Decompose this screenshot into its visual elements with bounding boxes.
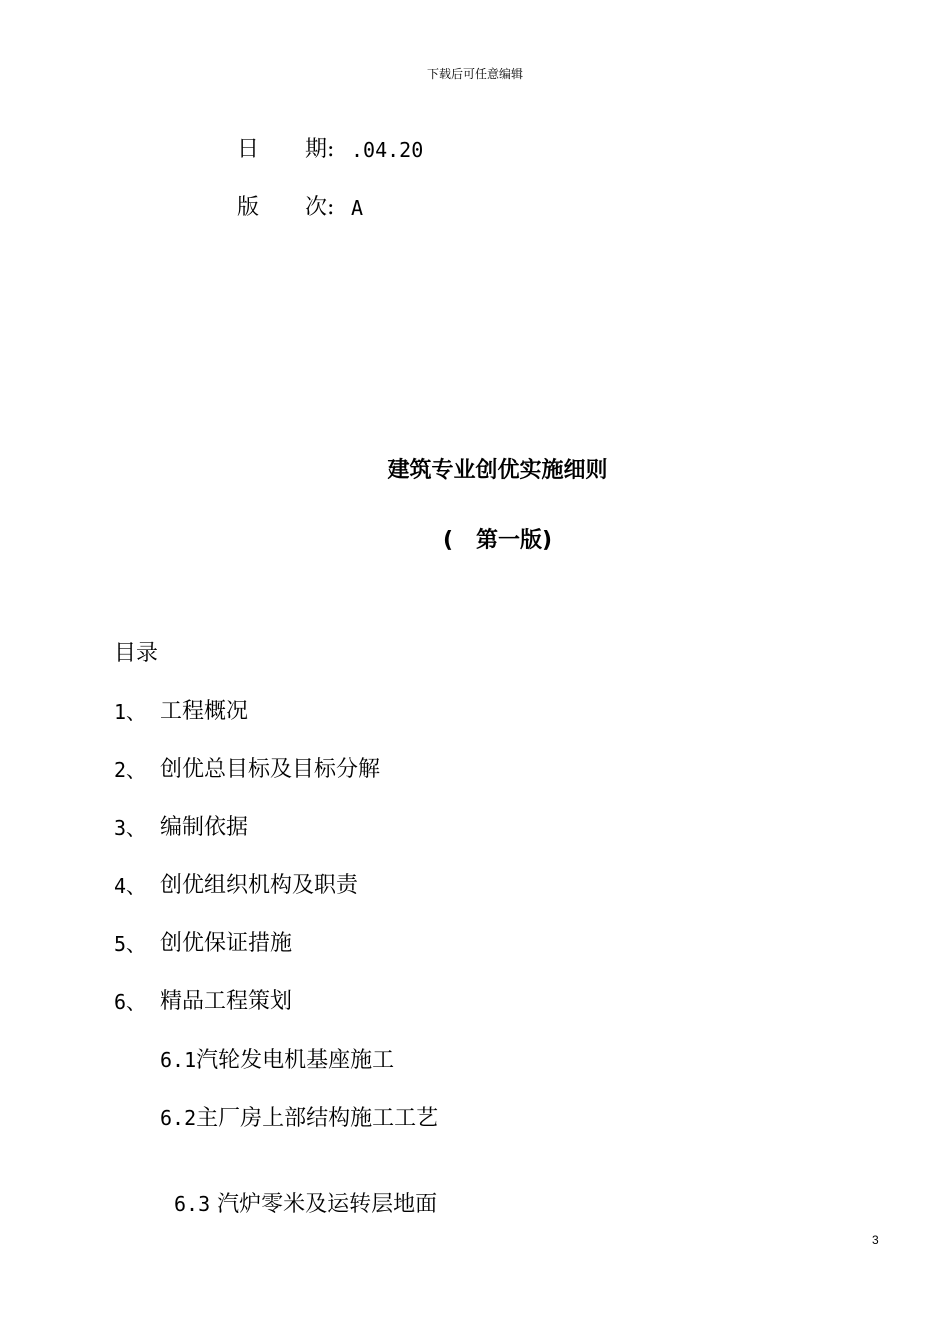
toc-heading: 目录 — [114, 641, 159, 666]
toc-subitem-text: 汽炉零米及运转层地面 — [210, 1192, 438, 1217]
toc-item-text: 创优保证措施 — [160, 931, 293, 956]
toc-subitem — [160, 1104, 438, 1133]
toc-item-text: 创优总目标及目标分解 — [160, 757, 381, 782]
page-number: 3 — [872, 1233, 879, 1247]
toc-item-text: 创优组织机构及职责 — [160, 873, 359, 898]
version-label-char1: 版 — [237, 195, 260, 220]
toc-item-number: 4、 — [114, 874, 147, 898]
date-label-char2: 期: — [305, 137, 335, 162]
date-label-char1: 日 — [237, 137, 260, 162]
toc-subitem-text: 主厂房上部结构施工工艺 — [196, 1106, 439, 1131]
toc-item-number: 2、 — [114, 758, 147, 782]
toc-subitem — [160, 1162, 437, 1219]
version-label-char2: 次: — [305, 195, 335, 220]
toc-item-text: 工程概况 — [160, 699, 249, 724]
toc-item-text: 精品工程策划 — [160, 989, 293, 1014]
toc-subitem-text: 汽轮发电机基座施工 — [196, 1048, 395, 1073]
toc-item-number: 6、 — [114, 990, 147, 1014]
toc-subitem-number: 6.3 — [174, 1192, 211, 1216]
version-value: A — [351, 196, 364, 220]
toc-item-number: 3、 — [114, 816, 147, 840]
toc-subitem-number: 6.1 — [160, 1048, 197, 1072]
date-value: .04.20 — [351, 138, 424, 162]
page-header: 下载后可任意编辑 — [426, 67, 523, 81]
document-title: 建筑专业创优实施细则 — [387, 458, 608, 483]
toc-item-number: 5、 — [114, 932, 147, 956]
edition-label: ( 第一版) — [442, 528, 553, 553]
toc-item-number: 1、 — [114, 700, 147, 724]
toc-subitem-number: 6.2 — [160, 1106, 197, 1130]
toc-item-text: 编制依据 — [160, 815, 249, 840]
toc-subitem — [160, 1046, 394, 1075]
